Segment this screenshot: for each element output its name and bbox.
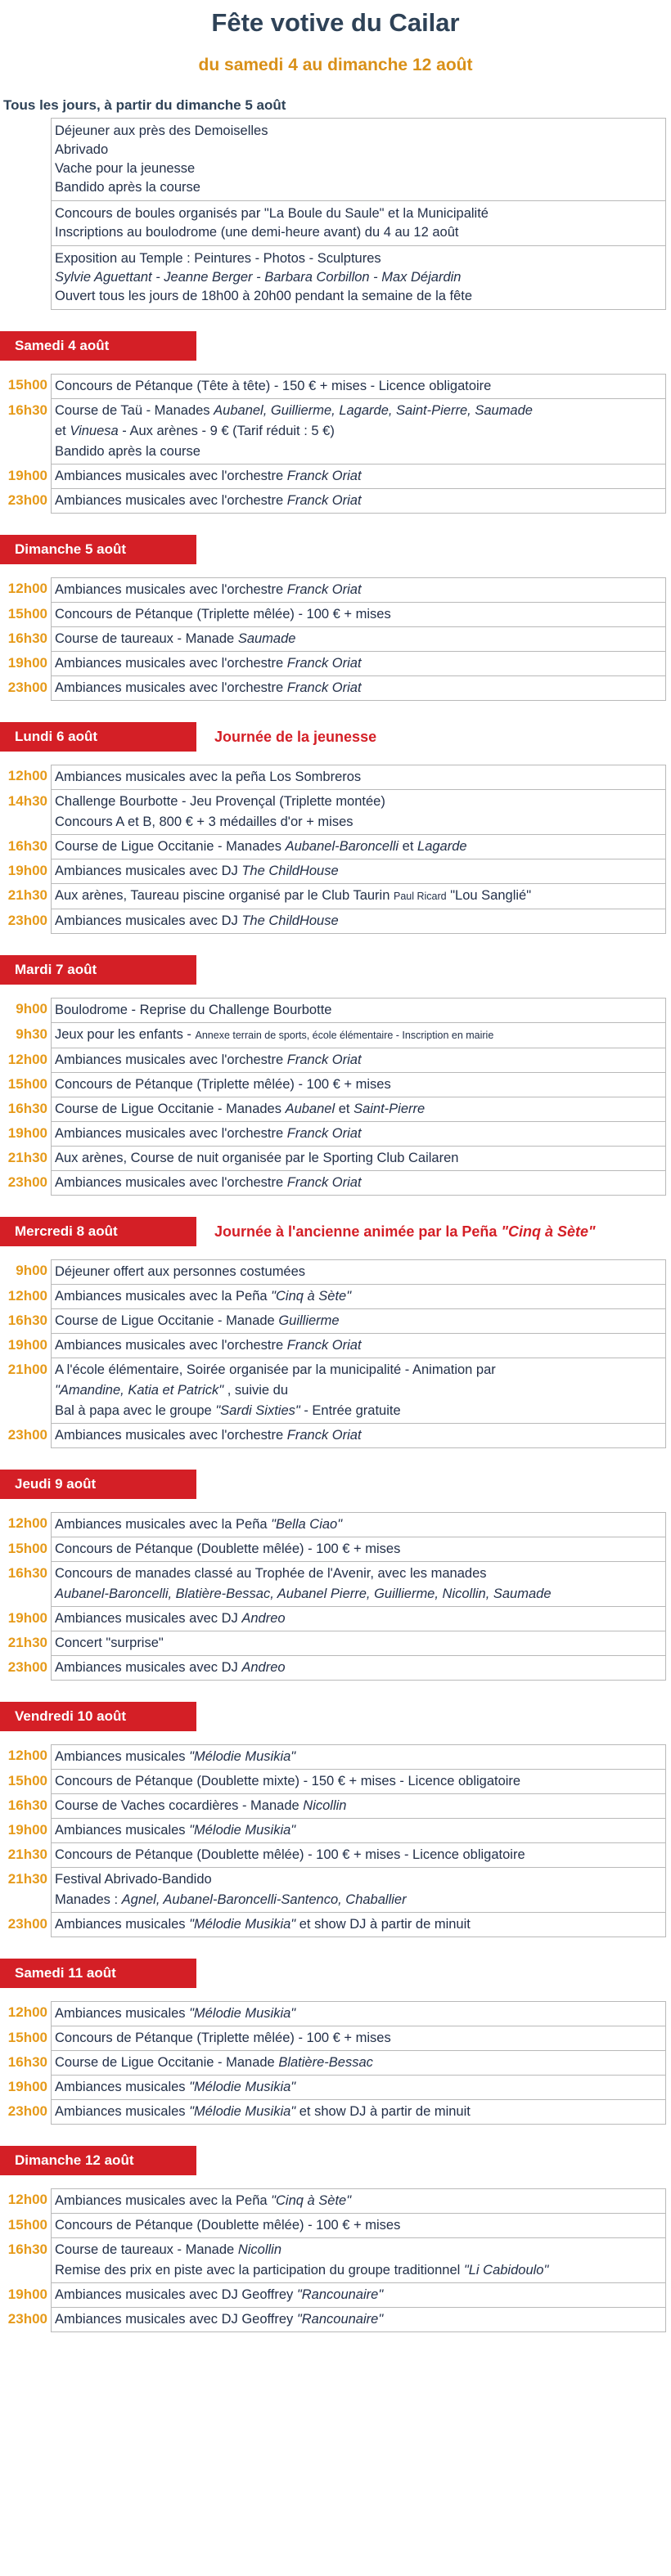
event-time: 9h30 <box>16 1026 47 1042</box>
event-row <box>0 1048 671 1073</box>
event-description: Concours de Pétanque (Doublette mixte) - 150 € + mises - Licence obligatoire <box>51 1770 666 1794</box>
event-list <box>0 2001 671 2125</box>
event-description: Déjeuner offert aux personnes costumées <box>51 1259 666 1285</box>
event-time: 23h00 <box>7 2311 47 2327</box>
intro-title: Tous les jours, à partir du dimanche 5 août <box>3 97 286 113</box>
event-time: 14h30 <box>7 793 47 809</box>
event-row <box>0 1512 671 1537</box>
day-label: Dimanche 12 août <box>0 2146 196 2175</box>
event-description: Ambiances musicales avec la Peña "Cinq à Sète" <box>51 2188 666 2214</box>
intro-block <box>52 200 665 245</box>
day-label: Lundi 6 août <box>0 722 196 752</box>
page-title: Fête votive du Cailar <box>211 8 460 37</box>
event-description: Concours de Pétanque (Tête à tête) - 150 € + mises - Licence obligatoire <box>51 374 666 399</box>
event-time: 12h00 <box>7 768 47 783</box>
event-time: 19h00 <box>7 2287 47 2302</box>
intro-box <box>51 118 666 310</box>
event-time: 21h30 <box>7 887 47 903</box>
event-row <box>0 2214 671 2238</box>
day-header <box>0 331 671 361</box>
event-time: 19h00 <box>7 1610 47 1626</box>
event-description: Course de Taü - Manades Aubanel, Guillierme, Lagarde, Saint-Pierre, Saumade et Vinuesa - Aux arènes - 9 € (Tarif réduit : 5 €) Bandido après la course <box>51 399 666 464</box>
event-description: Ambiances musicales "Mélodie Musikia" <box>51 2076 666 2100</box>
intro-line: Inscriptions au boulodrome (une demi-heure avant) du 4 au 12 août <box>55 225 459 240</box>
event-time: 15h00 <box>7 1773 47 1788</box>
event-time: 15h00 <box>7 1076 47 1092</box>
event-row <box>0 2026 671 2051</box>
event-time: 21h30 <box>7 1847 47 1862</box>
event-row <box>0 1562 671 1607</box>
event-description: Ambiances musicales avec la Peña "Cinq à Sète" <box>51 1285 666 1309</box>
event-description: Ambiances musicales avec DJ Geoffrey "Rancounaire" <box>51 2283 666 2308</box>
event-time: 16h30 <box>7 1565 47 1581</box>
event-description: Course de taureaux - Manade Nicollin Remise des prix en piste avec la participation du groupe traditionnel "Li Cabidoulo" <box>51 2238 666 2283</box>
day-schedule <box>0 331 671 2332</box>
day-label: Mardi 7 août <box>0 955 196 985</box>
event-row <box>0 835 671 859</box>
event-description: Concours de Pétanque (Doublette mêlée) - 100 € + mises <box>51 1537 666 1562</box>
event-description: Ambiances musicales "Mélodie Musikia" et show DJ à partir de minuit <box>51 2100 666 2125</box>
event-time: 15h00 <box>7 1541 47 1556</box>
event-list <box>0 2188 671 2332</box>
event-time: 16h30 <box>7 2054 47 2070</box>
day-header <box>0 1702 671 1731</box>
event-description: Course de Ligue Occitanie - Manades Aubanel-Baroncelli et Lagarde <box>51 835 666 859</box>
event-row <box>0 603 671 627</box>
event-description: Challenge Bourbotte - Jeu Provençal (Triplette montée) Concours A et B, 800 € + 3 médailles d'or + mises <box>51 790 666 835</box>
event-time: 19h00 <box>7 1125 47 1141</box>
event-list <box>0 577 671 701</box>
event-time: 23h00 <box>7 1427 47 1443</box>
event-description: Concours de Pétanque (Triplette mêlée) - 100 € + mises <box>51 2026 666 2051</box>
event-row <box>0 2308 671 2332</box>
event-description: Ambiances musicales avec l'orchestre Franck Oriat <box>51 1048 666 1073</box>
event-row <box>0 464 671 489</box>
event-row <box>0 652 671 676</box>
day-header <box>0 1470 671 1499</box>
event-time: 16h30 <box>7 1101 47 1116</box>
event-row <box>0 399 671 464</box>
day-theme: Journée de la jeunesse <box>214 728 377 745</box>
event-description: Ambiances musicales "Mélodie Musikia" <box>51 1744 666 1770</box>
day-header <box>0 1959 671 1988</box>
event-row <box>0 627 671 652</box>
event-row <box>0 1147 671 1171</box>
day-label: Samedi 4 août <box>0 331 196 361</box>
intro-line: Ouvert tous les jours de 18h00 à 20h00 pendant la semaine de la fête <box>55 289 473 303</box>
event-row <box>0 1285 671 1309</box>
intro-line: Abrivado <box>55 142 109 157</box>
event-row <box>0 998 671 1023</box>
day-label: Samedi 11 août <box>0 1959 196 1988</box>
event-row <box>0 1171 671 1196</box>
event-row <box>0 884 671 909</box>
event-time: 12h00 <box>7 1052 47 1067</box>
day-theme: Journée à l'ancienne animée par la Peña "Cinq à Sète" <box>214 1223 596 1240</box>
event-description: Ambiances musicales avec DJ Andreo <box>51 1656 666 1681</box>
intro-line: Vache pour la jeunesse <box>55 161 196 176</box>
event-row <box>0 2051 671 2076</box>
event-time: 21h30 <box>7 1150 47 1165</box>
intro-line: Exposition au Temple : Peintures - Photos - Sculptures <box>55 251 381 266</box>
event-description: Ambiances musicales avec l'orchestre Franck Oriat <box>51 577 666 603</box>
event-row <box>0 909 671 934</box>
event-time: 12h00 <box>7 2004 47 2020</box>
event-row <box>0 1334 671 1358</box>
event-description: Course de Ligue Occitanie - Manade Guillierme <box>51 1309 666 1334</box>
event-description: Boulodrome - Reprise du Challenge Bourbotte <box>51 998 666 1023</box>
event-time: 23h00 <box>7 680 47 695</box>
event-row <box>0 1023 671 1048</box>
event-description: Ambiances musicales avec l'orchestre Franck Oriat <box>51 1424 666 1448</box>
page-subtitle: du samedi 4 au dimanche 12 août <box>198 56 473 74</box>
event-description: Ambiances musicales avec l'orchestre Franck Oriat <box>51 1122 666 1147</box>
event-row <box>0 1537 671 1562</box>
event-row <box>0 2001 671 2026</box>
event-row <box>0 2188 671 2214</box>
event-description: Course de Ligue Occitanie - Manade Blatière-Bessac <box>51 2051 666 2076</box>
intro-block <box>52 245 665 309</box>
event-time: 12h00 <box>7 1288 47 1304</box>
event-description: Festival Abrivado-Bandido Manades : Agnel, Aubanel-Baroncelli-Santenco, Chaballier <box>51 1868 666 1913</box>
event-list <box>0 765 671 934</box>
event-time: 9h00 <box>16 1001 47 1016</box>
event-row <box>0 859 671 884</box>
event-time: 23h00 <box>7 913 47 928</box>
event-row <box>0 1770 671 1794</box>
event-time: 16h30 <box>7 402 47 418</box>
day-header <box>0 955 671 985</box>
event-time: 19h00 <box>7 655 47 671</box>
event-time: 16h30 <box>7 631 47 646</box>
event-row <box>0 1309 671 1334</box>
event-description: Concours de Pétanque (Triplette mêlée) - 100 € + mises <box>51 603 666 627</box>
event-description: A l'école élémentaire, Soirée organisée par la municipalité - Animation par "Amandine, Katia et Patrick" , suivie du Bal à papa avec le groupe "Sardi Sixties" - Entrée gratuite <box>51 1358 666 1424</box>
intro-line: Sylvie Aguettant - Jeanne Berger - Barbara Corbillon - Max Déjardin <box>55 270 462 285</box>
event-time: 15h00 <box>7 2217 47 2233</box>
event-time: 12h00 <box>7 1515 47 1531</box>
intro-line: Déjeuner aux près des Demoiselles <box>55 123 268 138</box>
event-description: Ambiances musicales avec l'orchestre Franck Oriat <box>51 676 666 701</box>
event-time: 23h00 <box>7 2103 47 2119</box>
event-list <box>0 1259 671 1448</box>
event-row <box>0 676 671 701</box>
event-list <box>0 374 671 514</box>
event-row <box>0 374 671 399</box>
event-row <box>0 1358 671 1424</box>
event-time: 12h00 <box>7 2192 47 2207</box>
event-description: Ambiances musicales avec DJ The ChildHouse <box>51 859 666 884</box>
event-time: 16h30 <box>7 2242 47 2257</box>
event-description: Ambiances musicales avec l'orchestre Franck Oriat <box>51 1171 666 1196</box>
event-description: Concert "surprise" <box>51 1631 666 1656</box>
event-row <box>0 790 671 835</box>
intro-line: Concours de boules organisés par "La Boule du Saule" et la Municipalité <box>55 206 489 221</box>
event-row <box>0 1794 671 1819</box>
event-time: 21h30 <box>7 1871 47 1887</box>
event-description: Concours de Pétanque (Triplette mêlée) - 100 € + mises <box>51 1073 666 1097</box>
event-description: Aux arènes, Taureau piscine organisé par le Club Taurin Paul Ricard "Lou Sanglié" <box>51 884 666 909</box>
event-description: Ambiances musicales avec l'orchestre Franck Oriat <box>51 652 666 676</box>
event-row <box>0 1913 671 1937</box>
event-time: 16h30 <box>7 1797 47 1813</box>
event-description: Course de Vaches cocardières - Manade Nicollin <box>51 1794 666 1819</box>
event-row <box>0 1607 671 1631</box>
event-time: 16h30 <box>7 838 47 854</box>
day-label: Dimanche 5 août <box>0 535 196 564</box>
event-time: 15h00 <box>7 2030 47 2045</box>
event-time: 23h00 <box>7 492 47 508</box>
event-time: 23h00 <box>7 1174 47 1190</box>
day-label: Mercredi 8 août <box>0 1217 196 1246</box>
event-row <box>0 765 671 790</box>
event-row <box>0 1868 671 1913</box>
event-time: 19h00 <box>7 2079 47 2094</box>
event-row <box>0 1631 671 1656</box>
event-row <box>0 1424 671 1448</box>
event-description: Concours de Pétanque (Doublette mêlée) - 100 € + mises <box>51 2214 666 2238</box>
event-list <box>0 1512 671 1681</box>
event-description: Ambiances musicales avec l'orchestre Franck Oriat <box>51 1334 666 1358</box>
intro-line: Bandido après la course <box>55 180 200 195</box>
event-row <box>0 1819 671 1843</box>
event-time: 15h00 <box>7 606 47 622</box>
event-row <box>0 1097 671 1122</box>
event-time: 23h00 <box>7 1659 47 1675</box>
event-time: 21h00 <box>7 1362 47 1377</box>
event-time: 21h30 <box>7 1635 47 1650</box>
event-description: Concours de Pétanque (Doublette mêlée) - 100 € + mises - Licence obligatoire <box>51 1843 666 1868</box>
event-list <box>0 1744 671 1937</box>
event-row <box>0 1122 671 1147</box>
event-list <box>0 998 671 1196</box>
event-row <box>0 2283 671 2308</box>
event-row <box>0 2100 671 2125</box>
event-time: 19h00 <box>7 468 47 483</box>
event-row <box>0 1744 671 1770</box>
event-time: 19h00 <box>7 1822 47 1838</box>
day-header <box>0 2146 671 2175</box>
event-description: Ambiances musicales avec DJ Andreo <box>51 1607 666 1631</box>
event-description: Concours de manades classé au Trophée de l'Avenir, avec les manades Aubanel-Baroncelli, Blatière-Bessac, Aubanel Pierre, Guillierme, Nicollin, Saumade <box>51 1562 666 1607</box>
event-time: 15h00 <box>7 377 47 393</box>
event-description: Ambiances musicales "Mélodie Musikia" <box>51 2001 666 2026</box>
event-description: Ambiances musicales avec la Peña "Bella Ciao" <box>51 1512 666 1537</box>
intro-block <box>52 119 665 200</box>
event-time: 12h00 <box>7 1748 47 1763</box>
day-header <box>0 722 671 752</box>
event-description: Ambiances musicales avec DJ Geoffrey "Rancounaire" <box>51 2308 666 2332</box>
day-label: Jeudi 9 août <box>0 1470 196 1499</box>
event-description: Ambiances musicales avec la peña Los Sombreros <box>51 765 666 790</box>
event-description: Course de taureaux - Manade Saumade <box>51 627 666 652</box>
day-label: Vendredi 10 août <box>0 1702 196 1731</box>
event-row <box>0 1259 671 1285</box>
day-header <box>0 535 671 564</box>
event-description: Ambiances musicales avec l'orchestre Franck Oriat <box>51 464 666 489</box>
event-row <box>0 2238 671 2283</box>
event-time: 19h00 <box>7 863 47 878</box>
event-time: 23h00 <box>7 1916 47 1932</box>
event-description: Ambiances musicales avec l'orchestre Franck Oriat <box>51 489 666 514</box>
event-description: Ambiances musicales avec DJ The ChildHouse <box>51 909 666 934</box>
event-row <box>0 1843 671 1868</box>
event-row <box>0 1656 671 1681</box>
event-time: 12h00 <box>7 581 47 596</box>
event-description: Aux arènes, Course de nuit organisée par le Sporting Club Cailaren <box>51 1147 666 1171</box>
event-row <box>0 2076 671 2100</box>
event-row <box>0 489 671 514</box>
event-time: 16h30 <box>7 1313 47 1328</box>
event-row <box>0 1073 671 1097</box>
event-time: 9h00 <box>16 1263 47 1278</box>
event-description: Ambiances musicales "Mélodie Musikia" <box>51 1819 666 1843</box>
event-description: Ambiances musicales "Mélodie Musikia" et show DJ à partir de minuit <box>51 1913 666 1937</box>
event-description: Jeux pour les enfants - Annexe terrain de sports, école élémentaire - Inscription en mairie <box>51 1023 666 1048</box>
event-row <box>0 577 671 603</box>
event-description: Course de Ligue Occitanie - Manades Aubanel et Saint-Pierre <box>51 1097 666 1122</box>
event-time: 19h00 <box>7 1337 47 1353</box>
day-header <box>0 1217 671 1246</box>
